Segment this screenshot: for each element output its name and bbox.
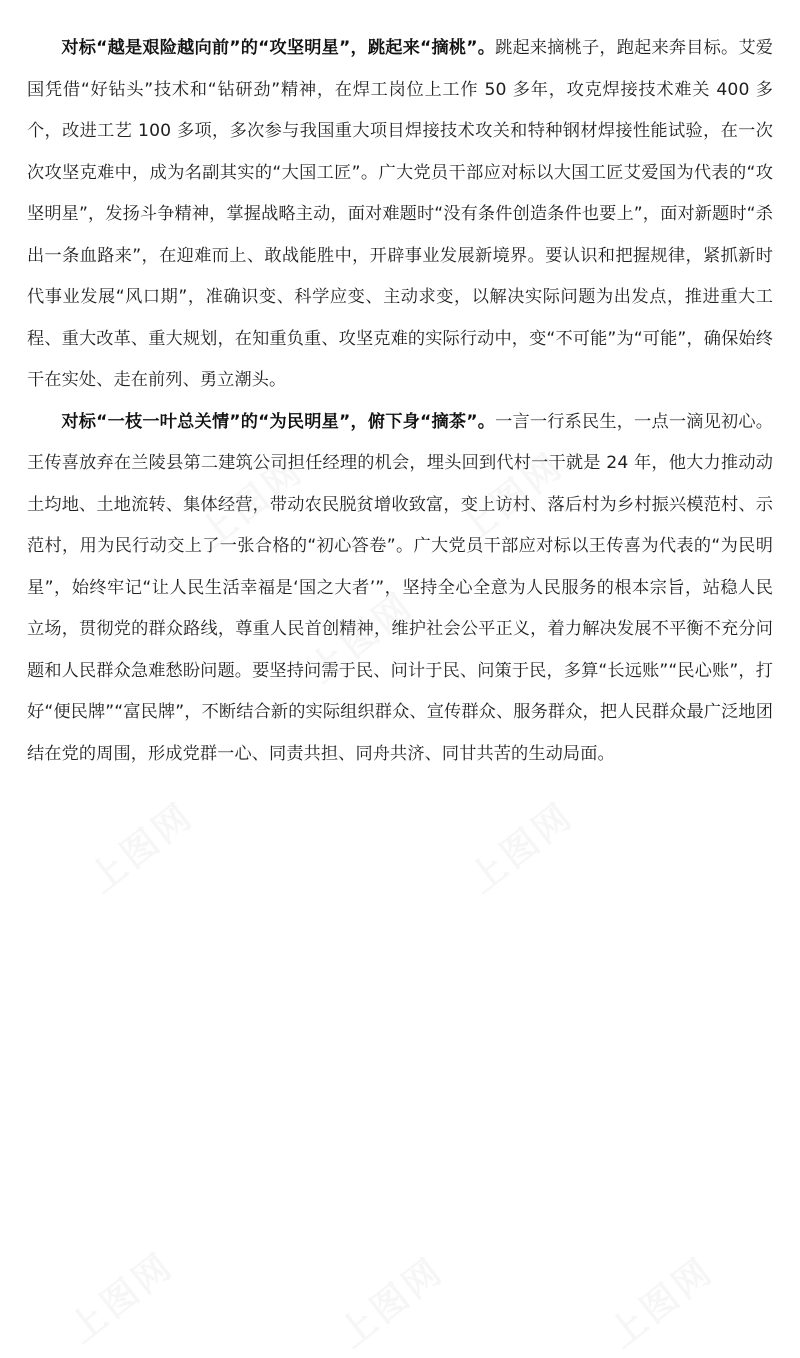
paragraph-1	[27, 28, 773, 402]
watermark: 上图网	[451, 444, 572, 551]
watermark: 上图网	[191, 449, 312, 556]
paragraph-2-body: 一言一行系民生，一点一滴见初心。王传喜放弃在兰陵县第二建筑公司担任经理的机会，埋头回到代村一干就是 24 年，他大力推动动土均地、土地流转、集体经营，带动农民脱贫增收致富，变上访村、落后村为乡村振兴模范村、示范村，用为民行动交上了一张合格的“初心答卷”。广大党员干部应对标以王传喜为代表的“为民明星”，始终牢记“让人民生活幸福是‘国之大者’”，坚持全心全意为人民服务的根本宗旨，站稳人民立场，贯彻党的群众路线，尊重人民首创精神，维护社会公平正义，着力解决发展不平衡不充分问题和人民群众急难愁盼问题。要坚持问需于民、问计于民、问策于民，多算“长远账”“民心账”，打好“便民牌”“富民牌”，不断结合新的实际组织群众、宣传群众、服务群众，把人民群众最广泛地团结在党的周围，形成党群一心、同责共担、同舟共济、同甘共苦的生动局面。	[27, 411, 773, 764]
watermark: 上图网	[331, 1249, 452, 1356]
paragraph-2-heading: 对标“一枝一叶总关情”的“为民明星”，俯下身“摘茶”。	[61, 411, 496, 432]
paragraph-1-heading: 对标“越是艰险越向前”的“攻坚明星”，跳起来“摘桃”。	[61, 38, 496, 58]
watermark: 上图网	[61, 1244, 182, 1351]
watermark: 上图网	[81, 794, 202, 901]
watermark: 上图网	[461, 794, 582, 901]
watermark: 上图网	[601, 1249, 722, 1356]
watermark: 上图网	[301, 584, 422, 691]
paragraph-2	[27, 402, 773, 776]
paragraph-1-body: 跳起来摘桃子，跑起来奔目标。艾爱国凭借“好钻头”技术和“钻研劲”精神，在焊工岗位上工作 50 多年，攻克焊接技术难关 400 多个，改进工艺 100 多项，多次参与我国重大项目焊接技术攻关和特种钢材焊接性能试验，在一次次攻坚克难中，成为名副其实的“大国工匠”。广大党员干部应对标以大国工匠艾爱国为代表的“攻坚明星”，发扬斗争精神，掌握战略主动，面对难题时“没有条件创造条件也要上”，面对新题时“杀出一条血路来”，在迎难而上、敢战能胜中，开辟事业发展新境界。要认识和把握规律，紧抓新时代事业发展“风口期”，准确识变、科学应变、主动求变，以解决实际问题为出发点，推进重大工程、重大改革、重大规划，在知重负重、攻坚克难的实际行动中，变“不可能”为“可能”，确保始终干在实处、走在前列、勇立潮头。	[27, 38, 773, 390]
